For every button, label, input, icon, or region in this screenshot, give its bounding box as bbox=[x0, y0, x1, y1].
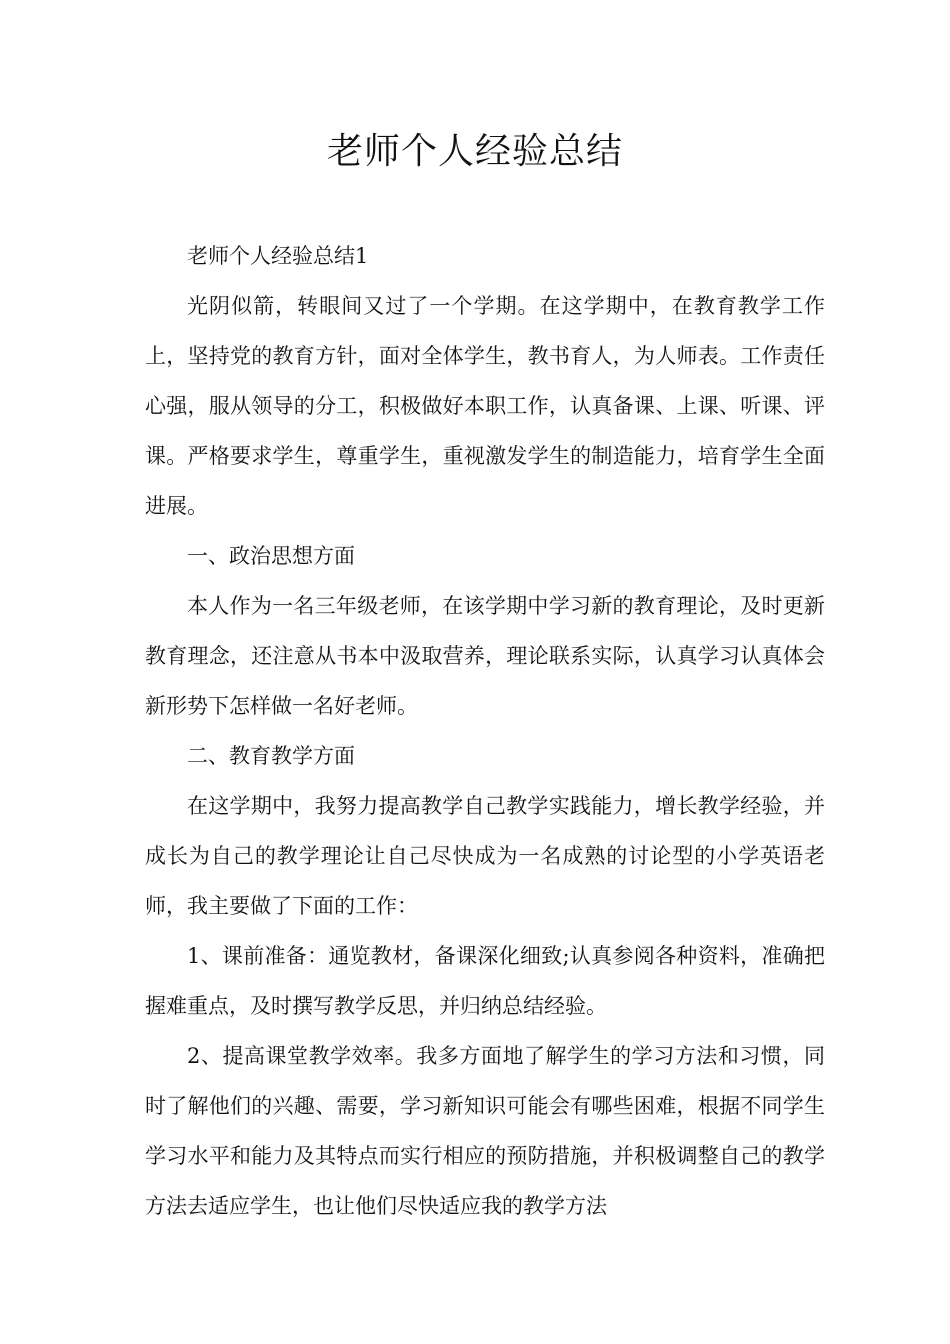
document-title: 老师个人经验总结 bbox=[326, 131, 623, 172]
body-paragraph: 光阴似箭，转眼间又过了一个学期。在这学期中，在教育教学工作上，坚持党的教育方针，面对全体学生，教书育人，为人师表。工作责任心强，服从领导的分工，积极做好本职工作，认真备课、上课、听课、评课。严格要求学生，尊重学生，重视激发学生的制造能力，培育学生全面进展。 bbox=[145, 294, 825, 518]
list-item-paragraph: 1、课前准备：通览教材，备课深化细致;认真参阅各种资料，准确把握难重点，及时撰写教学反思，并归纳总结经验。 bbox=[145, 944, 825, 1018]
body-paragraph: 在这学期中，我努力提高教学自己教学实践能力，增长教学经验，并成长为自己的教学理论让自己尽快成为一名成熟的讨论型的小学英语老师，我主要做了下面的工作： bbox=[145, 794, 825, 918]
body-paragraph: 本人作为一名三年级老师，在该学期中学习新的教育理论，及时更新教育理念，还注意从书本中汲取营养，理论联系实际，认真学习认真体会新形势下怎样做一名好老师。 bbox=[145, 594, 825, 718]
document-body bbox=[145, 231, 825, 1231]
section-heading: 二、教育教学方面 bbox=[187, 744, 355, 768]
list-item-paragraph: 2、提高课堂教学效率。我多方面地了解学生的学习方法和习惯，同时了解他们的兴趣、需要，学习新知识可能会有哪些困难，根据不同学生学习水平和能力及其特点而实行相应的预防措施，并积极调整自己的教学方法去适应学生，也让他们尽快适应我的教学方法 bbox=[145, 1044, 825, 1218]
section-heading: 一、政治思想方面 bbox=[187, 544, 355, 568]
section-heading: 老师个人经验总结1 bbox=[187, 244, 369, 268]
